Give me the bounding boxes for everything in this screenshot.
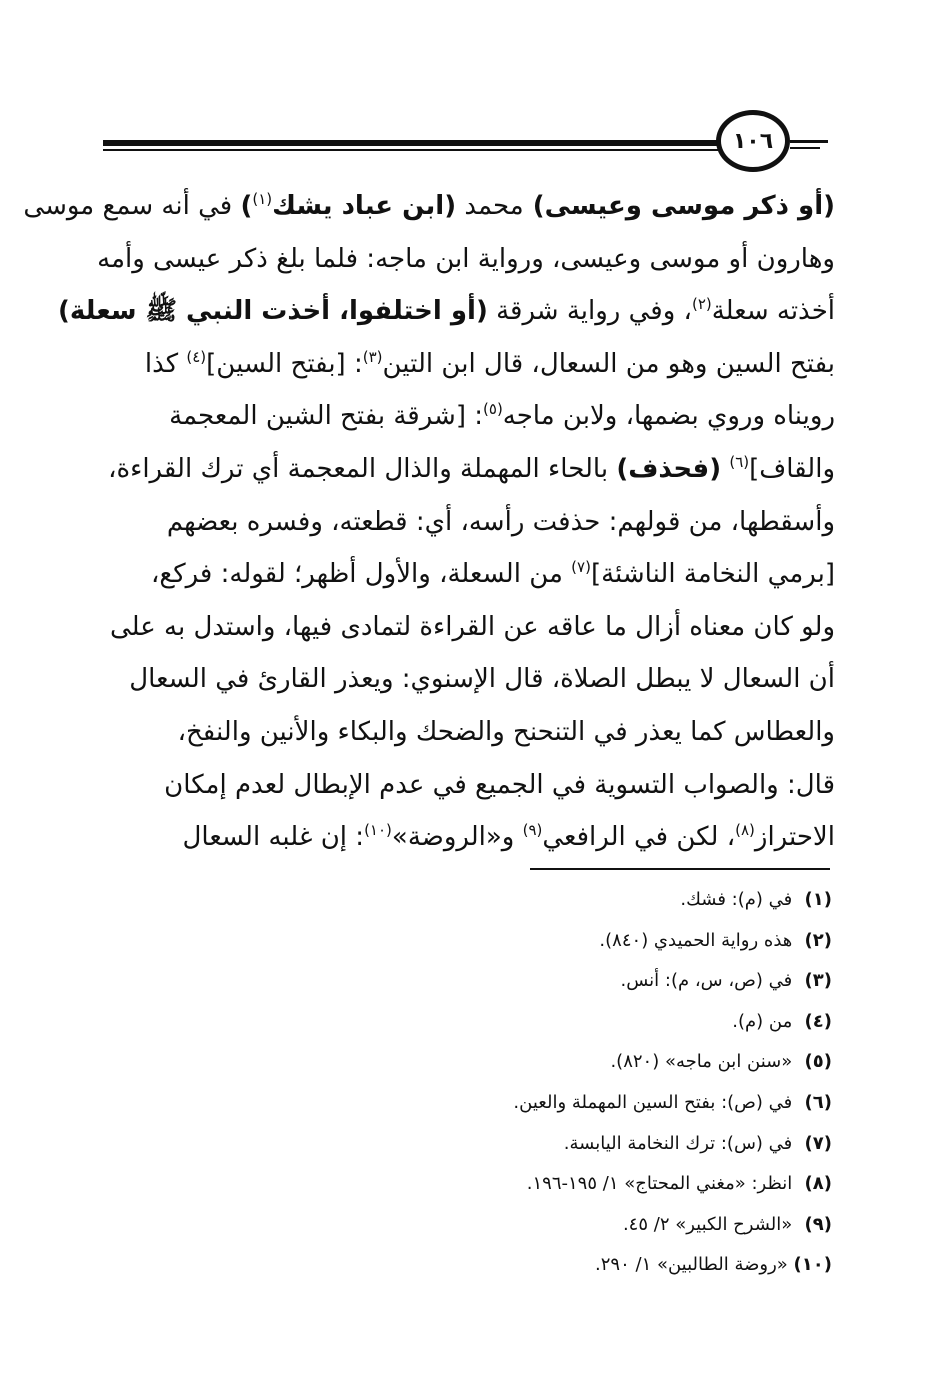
text-run: قال: والصواب التسوية في الجميع في عدم الإبطال لعدم إمكان <box>164 769 835 800</box>
footnote-number: (٧) <box>804 1132 832 1154</box>
footnote-ref: (٦) <box>729 452 750 471</box>
text-run: رويناه وروي بضمها، ولابن ماجه <box>502 401 835 432</box>
header-rule-right <box>790 140 828 143</box>
footnote <box>420 1083 832 1124</box>
footnote-ref: (٣) <box>362 347 383 366</box>
footnote <box>420 880 832 921</box>
text-run: : إن غلبه السعال <box>182 822 365 853</box>
text-run: وهارون أو موسى وعيسى، ورواية ابن ماجه: فلما بلغ ذكر عيسى وأمه <box>97 243 835 274</box>
text-line <box>100 496 835 549</box>
footnote-number: (٣) <box>804 970 832 992</box>
footnote-text: في (ص): بفتح السين المهملة والعين. <box>513 1091 798 1113</box>
footnote-number: (١) <box>804 889 832 910</box>
footnote <box>420 1002 832 1043</box>
footnote-separator <box>530 868 830 870</box>
footnote-ref: (١٠) <box>364 821 392 840</box>
footnote <box>420 921 832 962</box>
text-run: كذا <box>144 348 187 379</box>
footnote-text: في (س): ترك النخامة اليابسة. <box>563 1132 798 1154</box>
text-line <box>100 706 835 759</box>
text-line <box>58 285 835 338</box>
header-rule <box>103 140 723 146</box>
footnote <box>420 1164 832 1205</box>
page-number: ١٠٦ <box>716 110 790 172</box>
text-run: ، وفي رواية شرقة <box>487 296 692 327</box>
text-run: ، لكن في الرافعي <box>542 822 736 853</box>
footnote <box>420 961 832 1002</box>
text-line <box>100 601 835 654</box>
text-run: : [بفتح السين] <box>206 348 363 379</box>
footnote <box>420 1205 832 1246</box>
footnote-text: «روضة الطالبين» ١/ ٢٩٠. <box>595 1254 794 1276</box>
footnote <box>420 1042 832 1083</box>
footnote-ref: (٩) <box>522 821 543 840</box>
text-run: وأسقطها، من قولهم: حذفت رأسه، أي: قطعته، وفسره بعضهم <box>166 506 835 537</box>
text-line <box>100 390 835 443</box>
text-run: و«الروضة» <box>391 822 523 853</box>
footnote-text: هذه رواية الحميدي (٨٤٠). <box>599 929 798 951</box>
text-run: أخذته سعلة <box>711 296 835 327</box>
footnote-ref: (٥) <box>483 400 503 419</box>
footnote-number: (١٠) <box>793 1254 832 1276</box>
footnote <box>420 1124 832 1165</box>
footnote-ref: (٧) <box>571 558 591 577</box>
footnote-number: (٩) <box>804 1213 832 1235</box>
footnote-ref: (٨) <box>735 821 755 840</box>
header-rule-thin <box>103 149 723 151</box>
footnote-number: (٢) <box>804 929 832 951</box>
text-run: أن السعال لا يبطل الصلاة، قال الإسنوي: ويعذر القارئ في السعال <box>129 664 835 695</box>
text-line <box>100 653 835 706</box>
header-rule-right-thin <box>790 147 820 149</box>
footnote-number: (٤) <box>804 1010 832 1032</box>
bold-phrase: (ابن عباد يشك <box>272 191 457 221</box>
bold-phrase: (فحذف) <box>616 453 722 484</box>
bold-phrase: (أو اختلفوا، أخذت النبي ﷺ سعلة) <box>58 296 488 327</box>
text-run: بالحاء المهملة والذال المعجمة أي ترك القراءة، <box>108 453 617 484</box>
text-run: من السعلة، والأول أظهر؛ لقوله: فركع، <box>150 559 572 590</box>
text-run: والعطاس كما يعذر في التنحنح والضحك والبكاء والأنين والنفخ، <box>177 716 835 747</box>
footnotes <box>420 880 832 1286</box>
footnote-number: (٥) <box>804 1051 832 1073</box>
text-run: في أنه سمع موسى <box>23 191 241 221</box>
text-run: والقاف] <box>749 453 835 484</box>
text-run: الاحتراز <box>754 822 835 853</box>
text-line <box>100 443 835 496</box>
text-line <box>97 233 835 286</box>
text-run: : [شرقة بفتح الشين المعجمة <box>169 401 484 432</box>
text-line <box>100 759 835 812</box>
bold-phrase: ) <box>240 191 253 221</box>
footnote-text: «الشرح الكبير» ٢/ ٤٥. <box>622 1213 798 1235</box>
main-text <box>23 180 835 864</box>
text-run: ولو كان معناه أزال ما عاقه عن القراءة لتمادى فيها، واستدل به على <box>109 611 835 642</box>
text-run: بفتح السين وهو من السعال، قال ابن التين <box>382 348 835 379</box>
footnote-text: في (م): فشك. <box>680 889 798 910</box>
footnote-ref: (٢) <box>691 295 712 314</box>
footnote-ref: (١) <box>252 190 273 208</box>
bold-phrase: (أو ذكر موسى وعيسى) <box>523 191 835 221</box>
text-line <box>23 180 835 233</box>
footnote-text: في (ص، س، م): أنس. <box>620 970 798 992</box>
text-run: [برمي النخامة الناشئة] <box>590 559 835 590</box>
text-run: محمد <box>456 191 524 221</box>
footnote-text: من (م). <box>732 1010 798 1032</box>
footnote-number: (٦) <box>804 1091 832 1113</box>
text-line <box>100 338 835 391</box>
footnote-text: «سنن ابن ماجه» (٨٢٠). <box>610 1051 798 1073</box>
text-line <box>100 811 835 864</box>
footnote-ref: (٤) <box>186 347 207 366</box>
footnote <box>420 1245 832 1286</box>
text-line <box>100 548 835 601</box>
footnote-number: (٨) <box>804 1173 832 1195</box>
footnote-text: انظر: «مغني المحتاج» ١/ ١٩٥-١٩٦. <box>526 1173 798 1195</box>
